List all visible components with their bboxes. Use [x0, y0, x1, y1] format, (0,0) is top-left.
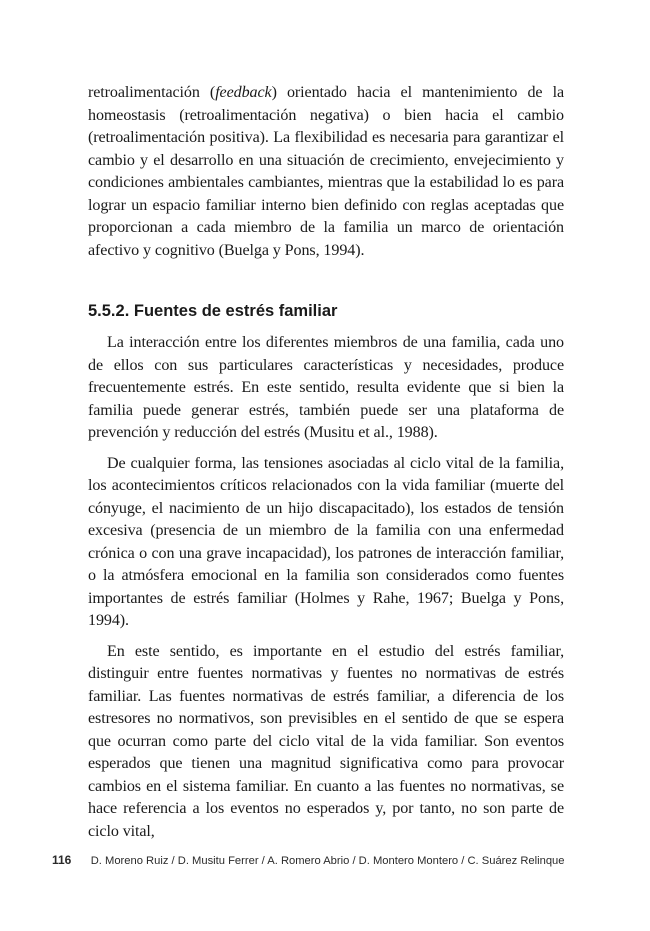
page-footer — [52, 853, 564, 867]
page-body — [88, 82, 564, 843]
footer-authors: D. Moreno Ruiz / D. Musitu Ferrer / A. Romero Abrio / D. Montero Montero / C. Suárez Relinque — [90, 855, 565, 867]
section-heading: 5.5.2. Fuentes de estrés familiar — [88, 302, 338, 320]
page-number: 116 — [52, 853, 72, 867]
paragraph-text: ) orientado hacia el mantenimiento de la homeostasis (retroalimentación negativa) o bien hacia el cambio (retroalimentación positiva). La flexibilidad es necesaria para garantizar el cambio y el desarrollo en una situación de crecimiento, envejecimiento y condiciones ambientales cambiantes, mientras que la estabilidad lo es para lograr un espacio familiar interno bien definido con reglas aceptadas que proporcionan a cada miembro de la familia un marco de orientación afectivo y cognitivo (Buelga y Pons, 1994). — [88, 84, 564, 259]
paragraph-2: De cualquier forma, las tensiones asociadas al ciclo vital de la familia, los acontecimientos críticos relacionados con la vida familiar (muerte del cónyuge, el nacimiento de un hijo discapacitado), los estados de tensión excesiva (presencia de un miembro de la familia con una enfermedad crónica o con una grave incapacidad), los patrones de interacción familiar, o la atmósfera emocional en la familia son considerados como fuentes importantes de estrés familiar (Holmes y Rahe, 1967; Buelga y Pons, 1994). — [88, 454, 564, 629]
paragraph-3: En este sentido, es importante en el estudio del estrés familiar, distinguir entre fuentes normativas y fuentes no normativas de estrés familiar. Las fuentes normativas de estrés familiar, a diferencia de los estresores no normativos, son previsibles en el sentido de que se espera que ocurran como parte del ciclo vital de la vida familiar. Son eventos esperados que tienen una magnitud significativa como para provocar cambios en el sistema familiar. En cuanto a las fuentes no normativas, se hace referencia a los eventos no esperados y, por tanto, no son parte de ciclo vital, — [88, 642, 564, 840]
paragraph-text: retroalimentación ( — [88, 84, 216, 101]
paragraph-1: La interacción entre los diferentes miembros de una familia, cada uno de ellos con sus particulares características y necesidades, produce frecuentemente estrés. En este sentido, resulta evidente que si bien la familia puede generar estrés, también puede ser una plataforma de prevención y reducción del estrés (Musitu et al., 1988). — [88, 334, 564, 441]
paragraph-continuation — [88, 82, 564, 262]
italic-term: feedback — [215, 84, 272, 101]
